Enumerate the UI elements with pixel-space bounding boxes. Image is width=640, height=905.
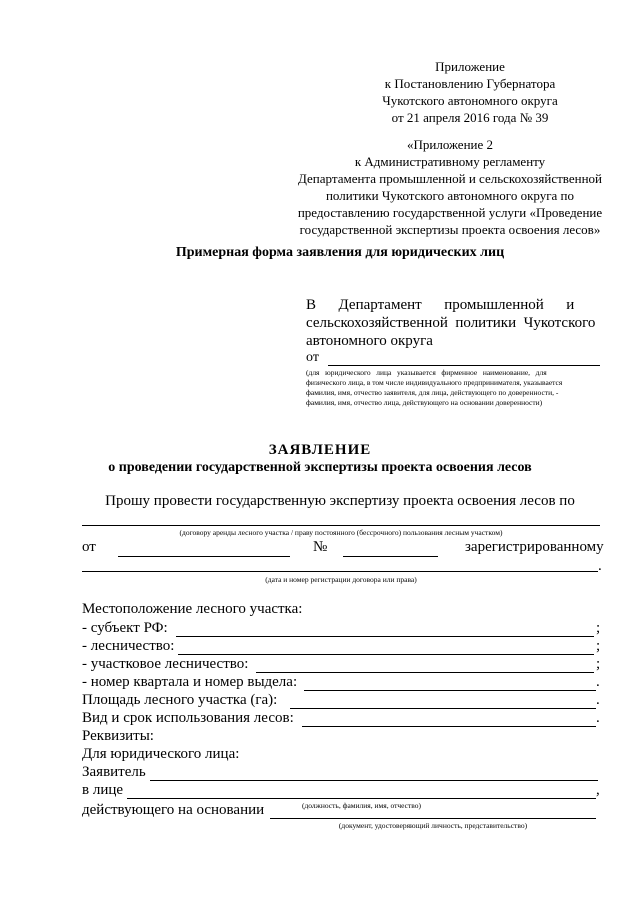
addressee-hint-3: фамилия, имя, отчество заявителя, для лица, действующего по доверенности, -: [306, 388, 559, 397]
addressee-hint-1: (для юридического лица указывается фирменное наименование, для: [306, 368, 547, 377]
legal-entity-label: Для юридического лица:: [82, 746, 240, 762]
addressee-line-3: автономного округа: [306, 333, 433, 349]
appendix-line-4: от 21 апреля 2016 года № 39: [391, 110, 549, 125]
addressee-hint-2: физического лица, в том числе индивидуального предпринимателя, указывается: [306, 378, 563, 387]
addressee-from-label: от: [306, 350, 319, 365]
person-field[interactable]: [127, 798, 596, 799]
applicant-field[interactable]: [150, 780, 598, 781]
person-label: в лице: [82, 782, 124, 798]
appendix-line-1: Приложение: [435, 59, 505, 74]
quarter-field[interactable]: [304, 690, 596, 691]
basis-label: действующего на основании: [82, 802, 265, 818]
forestry-field[interactable]: [178, 654, 594, 655]
contract-number-field[interactable]: [343, 556, 438, 557]
area-field[interactable]: [290, 708, 596, 709]
usage-label: Вид и срок использования лесов:: [82, 710, 294, 726]
forestry-label: - лесничество:: [82, 638, 175, 654]
addressee-line-1: В Департамент промышленной и: [306, 297, 575, 313]
requisites-label: Реквизиты:: [82, 728, 154, 744]
district-forestry-label: - участковое лесничество:: [82, 656, 249, 672]
subject-label: - субъект РФ:: [82, 620, 168, 636]
person-comma: ,: [596, 782, 600, 798]
addressee-block: [306, 296, 598, 350]
contract-number-label: №: [313, 539, 328, 555]
request-text: Прошу провести государственную экспертизу проекта освоения лесов по: [105, 493, 575, 509]
contract-date-field[interactable]: [118, 556, 290, 557]
subject-semicolon: ;: [596, 620, 601, 636]
appendix2-line-2: к Административному регламенту: [354, 154, 546, 169]
usage-field[interactable]: [302, 726, 596, 727]
appendix2-block: [285, 136, 615, 238]
appendix-block: [355, 58, 585, 126]
forestry-semicolon: ;: [596, 638, 601, 654]
appendix2-line-5: предоставлению государственной услуги «Проведение: [297, 205, 603, 220]
area-period: .: [596, 692, 600, 708]
addressee-from-field[interactable]: [328, 365, 600, 366]
addressee-hint-4: фамилия, имя, отчество лица, действующего на основании доверенности): [306, 398, 543, 407]
appendix2-line-1: «Приложение 2: [406, 137, 494, 152]
addressee-hint: [306, 368, 602, 408]
appendix2-line-3: Департамента промышленной и сельскохозяйственной: [298, 171, 602, 186]
basis-field[interactable]: [270, 818, 596, 819]
registration-period: .: [598, 558, 602, 574]
district-forestry-field[interactable]: [256, 672, 594, 673]
hint-basis: (документ, удостоверяющий личность, представительство): [338, 821, 528, 830]
form-title: Примерная форма заявления для юридических лиц: [175, 245, 505, 260]
usage-period: .: [596, 710, 600, 726]
statement-subtitle: о проведении государственной экспертизы проекта освоения лесов: [108, 460, 532, 475]
hint-registration: (дата и номер регистрации договора или права): [265, 575, 417, 584]
appendix-line-3: Чукотского автономного округа: [382, 93, 558, 108]
hint-contract: (договору аренды лесного участка / праву постоянного (бессрочного) пользования лесным участком): [179, 528, 503, 537]
applicant-label: Заявитель: [82, 764, 146, 780]
contract-field[interactable]: [82, 525, 600, 526]
registered-label: зарегистрированному: [465, 539, 604, 555]
hint-person: (должность, фамилия, имя, отчество): [301, 801, 422, 810]
district-forestry-semicolon: ;: [596, 656, 601, 672]
appendix2-line-4: политики Чукотского автономного округа по: [325, 188, 575, 203]
area-label: Площадь лесного участка (га):: [82, 692, 278, 708]
quarter-label: - номер квартала и номер выдела:: [82, 674, 298, 690]
subject-field[interactable]: [176, 636, 594, 637]
statement-title: ЗАЯВЛЕНИЕ: [268, 442, 372, 458]
appendix-line-2: к Постановлению Губернатора: [384, 76, 556, 91]
registration-field[interactable]: [82, 571, 598, 572]
contract-from-label: от: [82, 539, 96, 555]
location-heading: Местоположение лесного участка:: [82, 601, 303, 617]
appendix2-line-6: государственной экспертизы проекта освоения лесов»: [299, 222, 601, 237]
addressee-line-2: сельскохозяйственной политики Чукотского: [306, 315, 596, 331]
quarter-period: .: [596, 674, 600, 690]
